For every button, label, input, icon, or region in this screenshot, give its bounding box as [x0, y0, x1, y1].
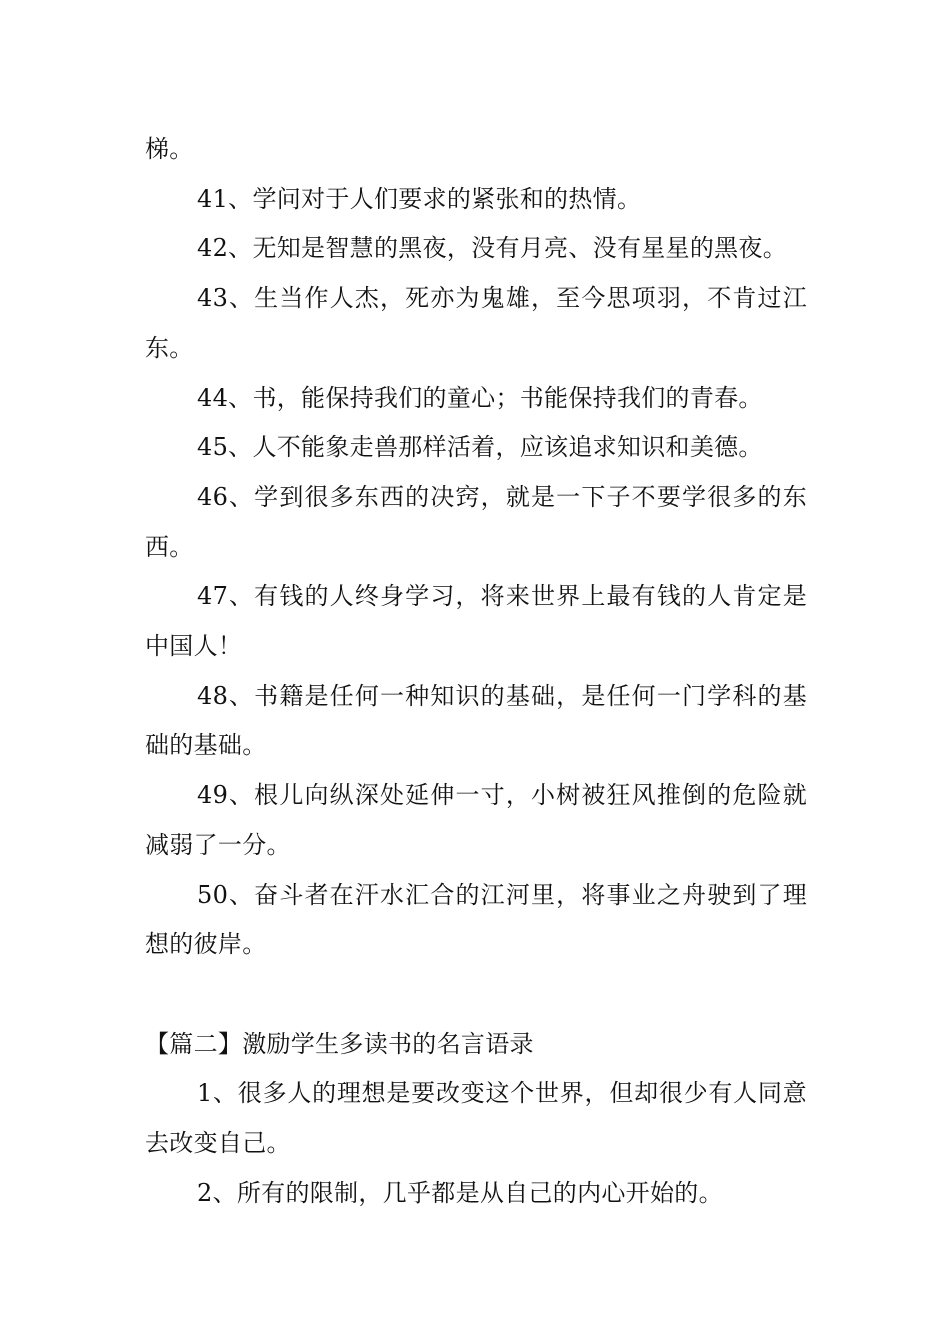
leading-fragment: 梯。	[145, 135, 194, 163]
document-body	[145, 125, 807, 1218]
quote-50: 50、奋斗者在汗水汇合的江河里，将事业之舟驶到了理想的彼岸。	[145, 880, 807, 959]
quote-44: 44、书，能保持我们的童心；书能保持我们的青春。	[197, 383, 763, 412]
quote-46: 46、学到很多东西的决窍，就是一下子不要学很多的东西。	[145, 482, 807, 561]
quote-45: 45、人不能象走兽那样活着，应该追求知识和美德。	[197, 433, 763, 462]
quote-41: 41、学问对于人们要求的紧张和的热情。	[197, 184, 642, 213]
section2-quote-1: 1、很多人的理想是要改变这个世界，但却很少有人同意去改变自己。	[145, 1079, 807, 1158]
quote-42: 42、无知是智慧的黑夜，没有月亮、没有星星的黑夜。	[197, 234, 788, 263]
quote-48: 48、书籍是任何一种知识的基础，是任何一门学科的基础的基础。	[145, 681, 807, 760]
quote-47: 47、有钱的人终身学习，将来世界上最有钱的人肯定是中国人！	[145, 582, 807, 661]
quote-49: 49、根儿向纵深处延伸一寸，小树被狂风推倒的危险就减弱了一分。	[145, 781, 807, 859]
section2-quote-2: 2、所有的限制，几乎都是从自己的内心开始的。	[197, 1178, 723, 1207]
quote-43: 43、生当作人杰，死亦为鬼雄，至今思项羽，不肯过江东。	[145, 284, 807, 362]
section-spacer	[145, 970, 807, 1020]
section-heading: 【篇二】激励学生多读书的名言语录	[145, 1029, 534, 1058]
